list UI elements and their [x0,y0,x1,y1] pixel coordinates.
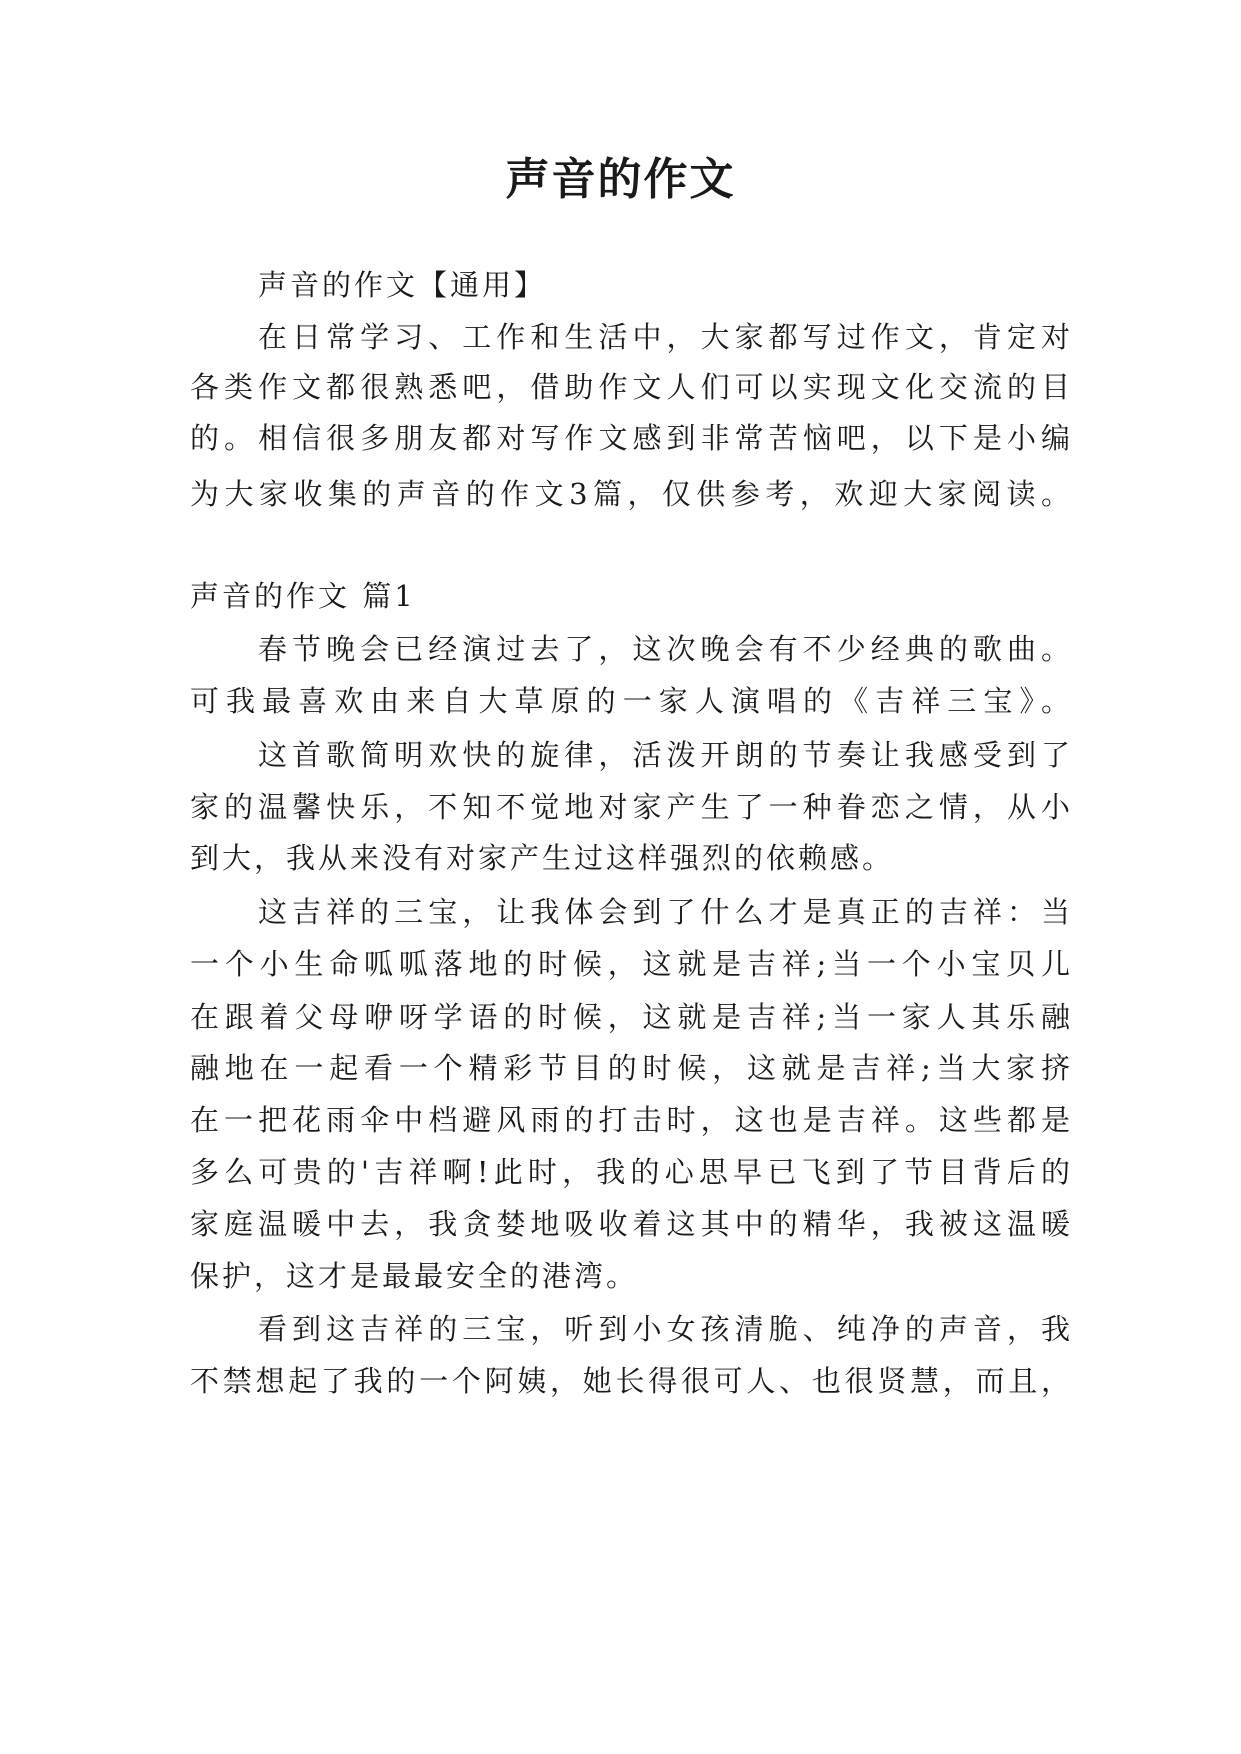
intro-heading: 声音的作文【通用】 [258,268,547,302]
body-line: 家的温馨快乐，不知不觉地对家产生了一种眷恋之情，从小 [190,790,1070,824]
intro-line: 为大家收集的声音的作文3篇，仅供参考，欢迎大家阅读。 [190,477,1070,511]
body-line: 可我最喜欢由来自大草原的一家人演唱的《吉祥三宝》。 [190,684,1070,718]
body-line: 家庭温暖中去，我贪婪地吸收着这其中的精华，我被这温暖 [190,1207,1070,1241]
body-line: 这吉祥的三宝，让我体会到了什么才是真正的吉祥：当 [258,895,1070,929]
intro-line: 在日常学习、工作和生活中，大家都写过作文，肯定对 [258,320,1070,354]
body-line: 这首歌简明欢快的旋律，活泼开朗的节奏让我感受到了 [258,738,1070,772]
intro-line: 的。相信很多朋友都对写作文感到非常苦恼吧，以下是小编 [190,421,1070,455]
body-line: 看到这吉祥的三宝，听到小女孩清脆、纯净的声音，我 [258,1312,1070,1346]
body-line: 春节晚会已经演过去了，这次晚会有不少经典的歌曲。 [258,632,1070,666]
body-line: 在跟着父母咿呀学语的时候，这就是吉祥;当一家人其乐融 [190,1000,1070,1034]
body-line: 到大，我从来没有对家产生过这样强烈的依赖感。 [190,841,895,875]
body-line: 保护，这才是最最安全的港湾。 [190,1259,639,1293]
body-line: 融地在一起看一个精彩节目的时候，这就是吉祥;当大家挤 [190,1051,1070,1085]
intro-line: 各类作文都很熟悉吧，借助作文人们可以实现文化交流的目 [190,370,1070,404]
document-title: 声音的作文 [505,154,736,205]
body-line: 在一把花雨伞中档避风雨的打击时，这也是吉祥。这些都是 [190,1103,1070,1137]
body-line: 不禁想起了我的一个阿姨，她长得很可人、也很贤慧，而且， [190,1364,1070,1398]
body-line: 多么可贵的'吉祥啊!此时，我的心思早已飞到了节目背后的 [190,1155,1070,1189]
body-line: 一个小生命呱呱落地的时候，这就是吉祥;当一个小宝贝儿 [190,947,1070,981]
section-heading: 声音的作文 篇1 [190,579,416,613]
